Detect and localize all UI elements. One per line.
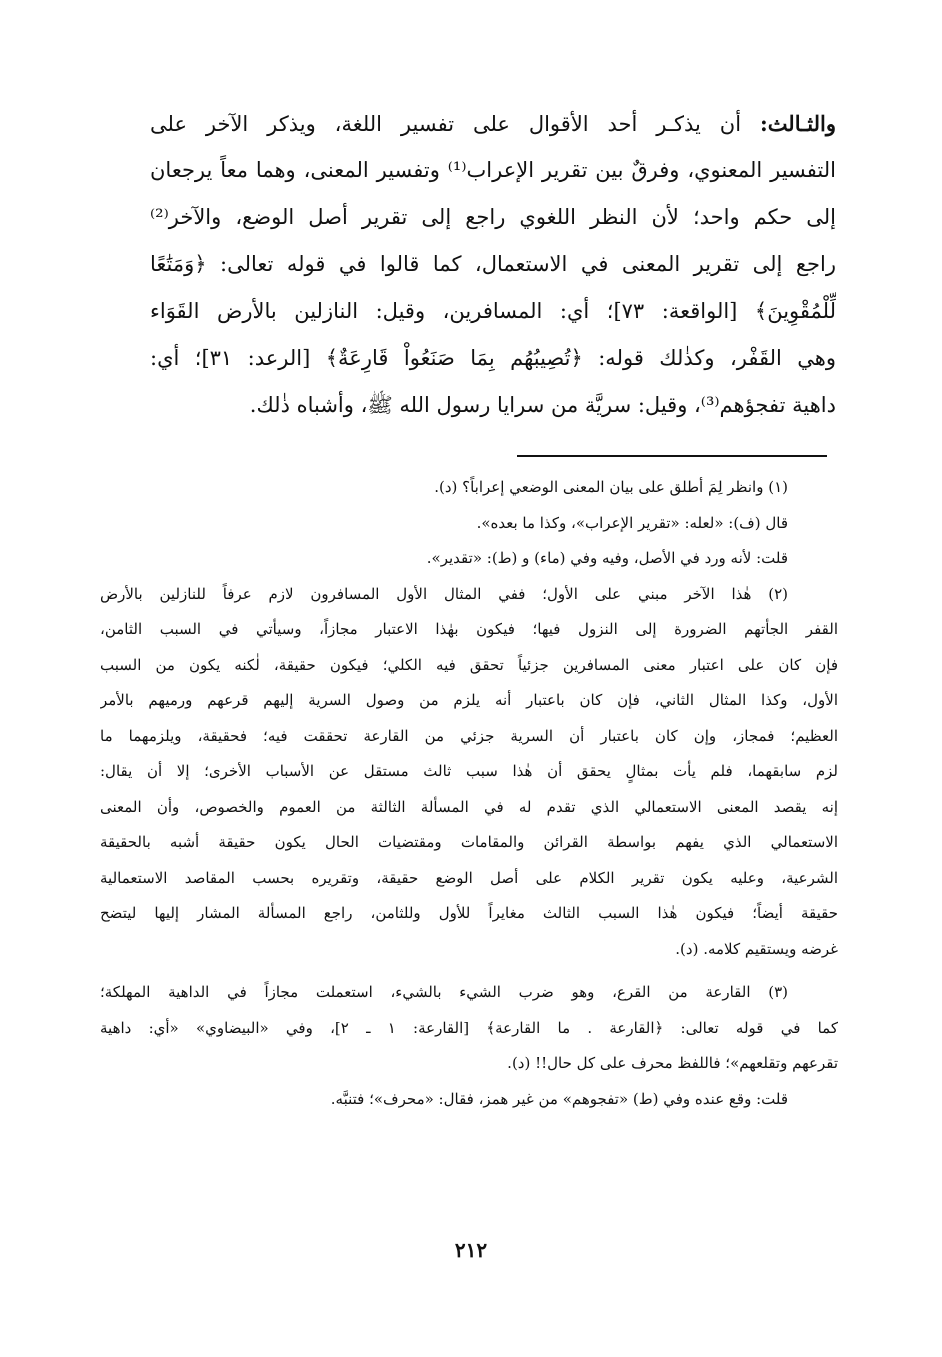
footnote-gap [100, 967, 838, 975]
footnote-2-line: (٢) هٰذا الآخر مبني على الأول؛ ففي المثال الأول المسافرون لازم عرفاً للنازلين بالأرض [100, 584, 788, 603]
footnote-3-line: قلت: وقع عنده وفي (ط) «تفجوهم» من غير همز، فقال: «محرف»؛ فتنبَّه. [330, 1089, 788, 1108]
footnote-3-line: تقرعهم وتقلعهم»؛ فاللفظ محرف على كل حال!! (د). [507, 1054, 838, 1072]
footnote-2-line: حقيقة أيضاً؛ فيكون هٰذا السبب الثالث مغايراً للأول وللثامن، راجع المسألة المشار إليها ليتضح [100, 904, 838, 922]
main-text-block [150, 100, 836, 429]
footnote-2-line: الاستعمالي الذي يفهم بواسطة القرائن والمقامات ومقتضيات الحال يكون حقيقة أشبه بالحقيقة [100, 833, 838, 851]
footnote-1-line: قلت: لأنه ورد في الأصل، وفيه وفي (ماء) و (ط): «تقدير». [426, 549, 788, 567]
main-line-2: التفسير المعنوي، وفرقٌ بين تقرير الإعراب⁽¹⁾ وتفسير المعنى، وهما معاً يرجعان [150, 158, 836, 182]
footnote-1-line: (١) وانظر لِمَ أطلق على بيان المعنى الوضعي إعراباً؟ (د). [434, 478, 788, 496]
footnotes-block [100, 470, 838, 1117]
footnote-2-line: الأول، وكذا المثال الثاني، فإن كان باعتبار أنه يلزم من وصول السرية إليهم قرعهم ورميهم بالأمر [100, 691, 838, 709]
footnote-2-line: لزم سابقهما، فلم يأت بمثالٍ يحقق أن هٰذا سبب ثالث مستقل عن الأسباب الأخرى؛ إلا أن يقال: [100, 762, 838, 780]
footnote-1 [100, 470, 838, 577]
footnote-1-line: قال (ف): «لعله: «تقرير الإعراب»، وكذا ما بعده». [476, 513, 788, 532]
main-line-5: لِّلْمُقْوِينَ﴾ [الواقعة: ٧٣]؛ أي: المسافرين، وقيل: النازلين بالأرض القَوَاء [150, 299, 836, 323]
footnote-2-line: الشرعية، وعليه يكون تقرير الكلام على أصل الوضع حقيقة، وتقريره بحسب المقاصد الاستعمالية [100, 868, 838, 887]
main-line-6: وهي القَفْر، وكذٰلك قوله: ﴿تُصِيبُهُم بِمَا صَنَعُواْ قَارِعَةٌ﴾ [الرعد: ٣١]؛ أي: [150, 346, 836, 370]
footnote-2-line: القفر الجأتهم الضرورة إلى النزول فيها؛ فيكون بهٰذا الاعتبار مجازاً، وسيأتي في السبب الثامن، [100, 620, 838, 638]
main-line-1: والثـالث: أن يذكـر أحد الأقوال على تفسير اللغة، ويذكر الآخر على [150, 111, 836, 136]
main-line-4: راجع إلى تقرير المعنى في الاستعمال، كما قالوا في قوله تعالى: ﴿وَمَتَٰعًا [150, 252, 836, 276]
footnote-2-line: العظيم؛ فمجاز، وإن كان باعتبار أن السرية جزئي من القارعة تحققت فيه؛ فحقيقة، ويلزمهما ما [100, 726, 838, 745]
footnote-2-line: غرضه ويستقيم كلامه. (د). [675, 939, 838, 958]
main-line-7: داهية تفجؤهم⁽³⁾، وقيل: سريَّة من سرايا رسول الله ﷺ، وأشباه ذٰلك. [249, 393, 836, 417]
page-number: ٢١٢ [454, 1238, 488, 1262]
footnote-2-line: إنه يقصد المعنى الاستعمالي الذي تقدم له في المسألة الثالثة من العموم والخصوص، وأن المعنى [100, 797, 838, 816]
footnote-3-line: (٣) القارعة من القرع، وهو ضرب الشيء بالشيء، استعملت مجازاً في الداهية المهلكة؛ [100, 983, 788, 1001]
lead-word: والثـالث: [759, 111, 836, 136]
footnote-2-line: فإن كان على اعتبار معنى المسافرين جزئياً تحقق فيه الكلي؛ فيكون حقيقة، لٰكنه يكون من السبب [100, 655, 838, 674]
footnote-separator [517, 455, 827, 457]
main-line-3: إلى حكم واحد؛ لأن النظر اللغوي راجع إلى تقرير أصل الوضع، والآخر⁽²⁾ [150, 205, 836, 229]
footnote-2 [100, 577, 838, 968]
footnote-3-line: كما في قوله تعالى: ﴿القارعة . ما القارعة﴾ [القارعة: ١ ـ ٢]، وفي «البيضاوي» «أي: داهية [100, 1018, 838, 1037]
footnote-3 [100, 975, 838, 1117]
